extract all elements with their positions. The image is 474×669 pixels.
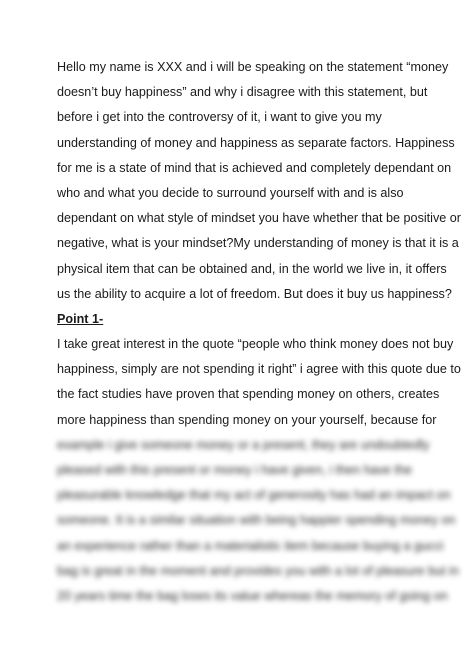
intro-line: who and what you decide to surround yourself with and is also xyxy=(57,185,404,200)
point-heading: Point 1- xyxy=(57,311,104,326)
blurred-line: 20 years time the bag loses its value whereas the memory of going on xyxy=(57,588,448,603)
blurred-preview-text xyxy=(57,433,459,609)
document-page xyxy=(57,55,461,609)
point-paragraph xyxy=(57,332,461,433)
blurred-line: pleasurable knowledge that my act of generosity has had an impact on xyxy=(57,488,451,503)
point-line: I take great interest in the quote “people who think money does not buy xyxy=(57,337,454,352)
intro-line: for me is a state of mind that is achieved and completely dependant on xyxy=(57,160,452,175)
intro-paragraph xyxy=(57,55,461,307)
blurred-line: someone. It is a similar situation with being happier spending money on xyxy=(57,513,456,528)
intro-line: doesn’t buy happiness” and why i disagree with this statement, but xyxy=(57,85,428,100)
intro-line: us the ability to acquire a lot of freedom. But does it buy us happiness? xyxy=(57,286,452,301)
intro-line: before i get into the controversy of it, i want to give you my xyxy=(57,110,382,125)
point-line: more happiness than spending money on your yourself, because for xyxy=(57,412,437,427)
blurred-line: an experience rather than a materialistic item because buying a gucci xyxy=(57,538,444,553)
blurred-line: pleased with this present or money i have given, i then have the xyxy=(57,463,412,477)
intro-line: Hello my name is XXX and i will be speaking on the statement “money xyxy=(57,60,449,74)
blurred-line: bag is great in the moment and provides you with a lot of pleasure but in xyxy=(57,563,459,578)
intro-line: physical item that can be obtained and, in the world we live in, it offers xyxy=(57,261,447,276)
point-line: the fact studies have proven that spending money on others, creates xyxy=(57,387,440,402)
intro-line: negative, what is your mindset?My understanding of money is that it is a xyxy=(57,236,459,251)
intro-line: dependant on what style of mindset you have whether that be positive or xyxy=(57,211,461,226)
blurred-line: example i give someone money or a present, they are undoubtedly xyxy=(57,437,430,452)
intro-line: understanding of money and happiness as separate factors. Happiness xyxy=(57,135,455,150)
point-line: happiness, simply are not spending it right” i agree with this quote due to xyxy=(57,362,461,377)
